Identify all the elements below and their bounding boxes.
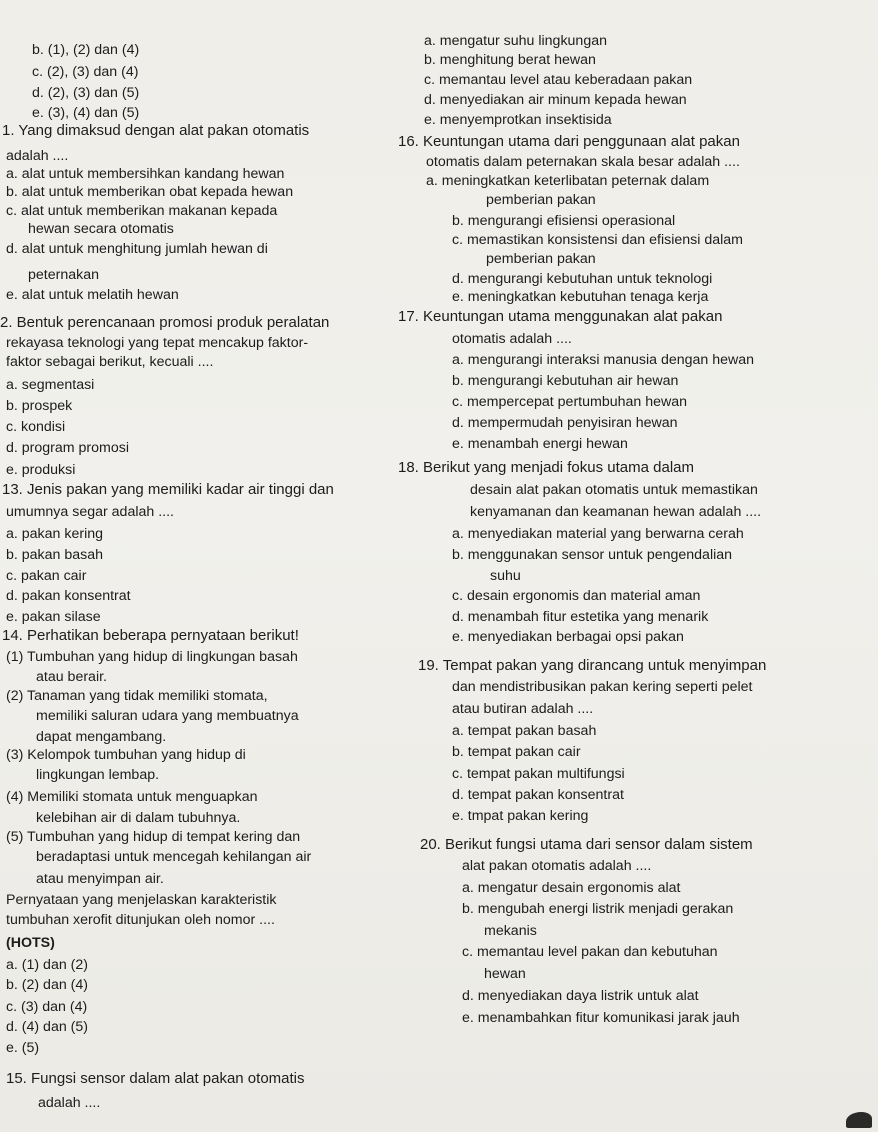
question-text: dan mendistribusikan pakan kering seperti pelet xyxy=(452,679,753,695)
option: d. menambah fitur estetika yang menarik xyxy=(452,609,709,625)
question-text: atau butiran adalah .... xyxy=(452,701,594,717)
option: c. kondisi xyxy=(6,419,66,435)
statement-continued: memiliki saluran udara yang membuatnya xyxy=(36,708,299,724)
statement: (1) Tumbuhan yang hidup di lingkungan basah xyxy=(6,649,298,665)
question-text: otomatis dalam peternakan skala besar adalah .... xyxy=(426,154,740,170)
question-20: 20. Berikut fungsi utama dari sensor dalam sistem xyxy=(420,836,753,853)
option: d. menyediakan air minum kepada hewan xyxy=(424,92,687,108)
question-text: adalah .... xyxy=(6,148,69,164)
option: e. tmpat pakan kering xyxy=(452,808,589,824)
option: e. menyediakan berbagai opsi pakan xyxy=(452,629,684,645)
option: b. alat untuk memberikan obat kepada hewan xyxy=(6,184,294,200)
option: c. memastikan konsistensi dan efisiensi dalam xyxy=(452,232,743,248)
option: c. memantau level pakan dan kebutuhan xyxy=(462,944,718,960)
statement-continued: atau menyimpan air. xyxy=(36,871,164,887)
option-continued: peternakan xyxy=(28,267,99,283)
option: b. mengubah energi listrik menjadi gerakan xyxy=(462,901,734,917)
question-16: 16. Keuntungan utama dari penggunaan alat pakan xyxy=(398,133,740,150)
option: c. desain ergonomis dan material aman xyxy=(452,588,701,604)
option: a. menyediakan material yang berwarna cerah xyxy=(452,526,744,542)
option: b. prospek xyxy=(6,398,73,414)
option: e. menambahkan fitur komunikasi jarak jauh xyxy=(462,1010,740,1026)
question-18: 18. Berikut yang menjadi fokus utama dalam xyxy=(398,459,694,476)
question-text: kenyamanan dan keamanan hewan adalah .... xyxy=(470,504,762,520)
option: c. alat untuk memberikan makanan kepada xyxy=(6,203,278,219)
question-11: 1. Yang dimaksud dengan alat pakan otomatis xyxy=(2,122,310,139)
option: a. (1) dan (2) xyxy=(6,957,89,973)
option: e. menambah energi hewan xyxy=(452,436,628,452)
question-text: umumnya segar adalah .... xyxy=(6,504,174,520)
question-13: 13. Jenis pakan yang memiliki kadar air tinggi dan xyxy=(2,481,334,498)
option: a. segmentasi xyxy=(6,377,95,393)
question-12: 2. Bentuk perencanaan promosi produk peralatan xyxy=(0,314,330,331)
option: d. mempermudah penyisiran hewan xyxy=(452,415,678,431)
option: a. mengurangi interaksi manusia dengan hewan xyxy=(452,352,755,368)
option: e. (5) xyxy=(6,1040,40,1056)
option-continued: hewan xyxy=(484,966,526,982)
option: b. (2) dan (4) xyxy=(6,977,89,993)
option: d. alat untuk menghitung jumlah hewan di xyxy=(6,241,268,257)
statement: (4) Memiliki stomata untuk menguapkan xyxy=(6,789,258,805)
option-continued: pemberian pakan xyxy=(486,192,596,208)
statement: (3) Kelompok tumbuhan yang hidup di xyxy=(6,747,246,763)
option-continued: suhu xyxy=(490,568,521,584)
question-17: 17. Keuntungan utama menggunakan alat pakan xyxy=(398,308,723,325)
hots-label: (HOTS) xyxy=(6,935,55,951)
option: e. (3), (4) dan (5) xyxy=(32,105,140,121)
option: c. memantau level atau keberadaan pakan xyxy=(424,72,693,88)
option: e. meningkatkan kebutuhan tenaga kerja xyxy=(452,289,709,305)
option: c. (2), (3) dan (4) xyxy=(32,64,139,80)
question-19: 19. Tempat pakan yang dirancang untuk menyimpan xyxy=(418,657,767,674)
option: e. alat untuk melatih hewan xyxy=(6,287,179,303)
statement-continued: beradaptasi untuk mencegah kehilangan air xyxy=(36,849,312,865)
option: b. menghitung berat hewan xyxy=(424,52,596,68)
question-text: rekayasa teknologi yang tepat mencakup faktor- xyxy=(6,335,309,351)
option: a. mengatur suhu lingkungan xyxy=(424,33,607,49)
corner-ornament-icon xyxy=(844,1108,874,1128)
option: d. (2), (3) dan (5) xyxy=(32,85,140,101)
option: e. pakan silase xyxy=(6,609,101,625)
statement: (5) Tumbuhan yang hidup di tempat kering dan xyxy=(6,829,301,845)
question-text: Pernyataan yang menjelaskan karakteristik xyxy=(6,892,277,908)
option: a. tempat pakan basah xyxy=(452,723,597,739)
option: e. produksi xyxy=(6,462,76,478)
option: d. (4) dan (5) xyxy=(6,1019,89,1035)
option-continued: pemberian pakan xyxy=(486,251,596,267)
question-14: 14. Perhatikan beberapa pernyataan berikut! xyxy=(2,627,299,644)
option: e. menyemprotkan insektisida xyxy=(424,112,612,128)
question-text: otomatis adalah .... xyxy=(452,331,572,347)
question-text: faktor sebagai berikut, kecuali .... xyxy=(6,354,214,370)
question-text: desain alat pakan otomatis untuk memastikan xyxy=(470,482,758,498)
question-text: alat pakan otomatis adalah .... xyxy=(462,858,652,874)
option: c. (3) dan (4) xyxy=(6,999,88,1015)
option: b. mengurangi kebutuhan air hewan xyxy=(452,373,679,389)
question-15: 15. Fungsi sensor dalam alat pakan otomatis xyxy=(6,1070,305,1087)
option: b. (1), (2) dan (4) xyxy=(32,42,140,58)
option-continued: hewan secara otomatis xyxy=(28,221,174,237)
option: c. pakan cair xyxy=(6,568,87,584)
option: d. program promosi xyxy=(6,440,130,456)
statement-continued: dapat mengambang. xyxy=(36,729,167,745)
option: a. meningkatkan keterlibatan peternak dalam xyxy=(426,173,710,189)
option: d. pakan konsentrat xyxy=(6,588,131,604)
option: d. tempat pakan konsentrat xyxy=(452,787,624,803)
question-text: tumbuhan xerofit ditunjukan oleh nomor .... xyxy=(6,912,275,928)
option: d. mengurangi kebutuhan untuk teknologi xyxy=(452,271,713,287)
option: b. tempat pakan cair xyxy=(452,744,581,760)
question-text: adalah .... xyxy=(38,1095,101,1111)
statement-continued: atau berair. xyxy=(36,669,107,685)
option: b. pakan basah xyxy=(6,547,104,563)
option: b. mengurangi efisiensi operasional xyxy=(452,213,676,229)
statement-continued: kelebihan air di dalam tubuhnya. xyxy=(36,810,241,826)
option-continued: mekanis xyxy=(484,923,537,939)
option: a. pakan kering xyxy=(6,526,104,542)
option: b. menggunakan sensor untuk pengendalian xyxy=(452,547,733,563)
option: d. menyediakan daya listrik untuk alat xyxy=(462,988,699,1004)
option: a. alat untuk membersihkan kandang hewan xyxy=(6,166,285,182)
statement: (2) Tanaman yang tidak memiliki stomata, xyxy=(6,688,268,704)
option: a. mengatur desain ergonomis alat xyxy=(462,880,681,896)
option: c. mempercepat pertumbuhan hewan xyxy=(452,394,688,410)
statement-continued: lingkungan lembap. xyxy=(36,767,160,783)
option: c. tempat pakan multifungsi xyxy=(452,766,625,782)
